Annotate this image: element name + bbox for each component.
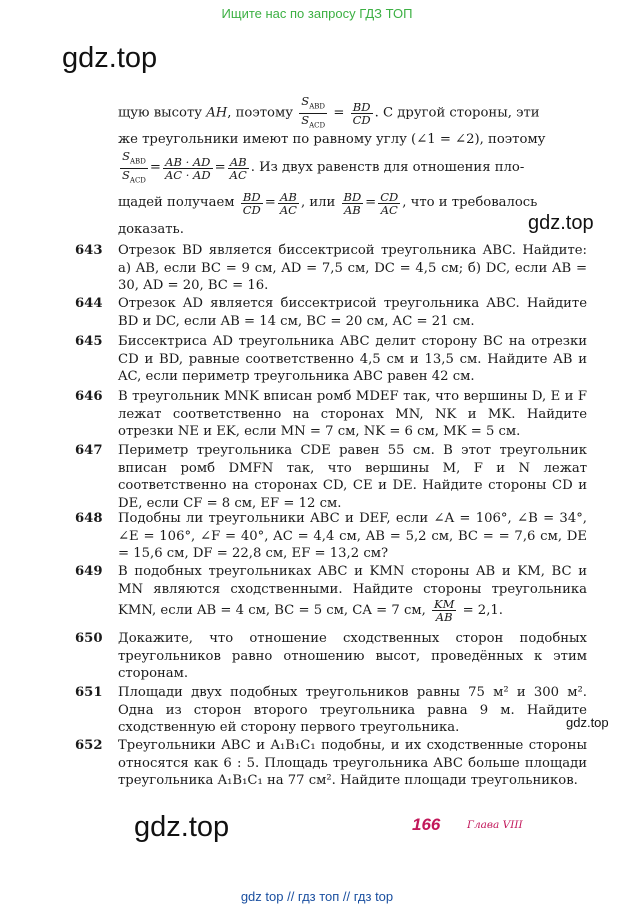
fraction-s-ratio: $\frac{S_{ABD}}{S_{ACD}}$ (301, 94, 326, 129)
problem-644: 644 Отрезок AD является биссектрисой треугольника ABC. Найдите BD и DC, если AB = 14 см, BC = 20 см, AC = 21 см. (75, 296, 587, 329)
problem-652: 652 Треугольники ABC и A₁B₁C₁ подобны, и их сходственные стороны относятся как 6 : 5. Площадь треугольника ABC больше площади треугольника A₁B₁C₁ на 77 см². Найдите площади треугольников. (75, 738, 587, 788)
watermark-logo-small: gdz.top (566, 715, 609, 730)
footer-links[interactable]: gdz top // гдз топ // гдз top (240, 889, 394, 904)
watermark-logo-right: gdz.top (528, 212, 594, 234)
problem-648: 648 Подобны ли треугольники ABC и DEF, если ∠A = 106°, ∠B = 34°, ∠E = 106°, ∠F = 40°, AC = 4,4 см, AB = 5,2 см, BC = = 7,6 см, DE = 15,6 см, DF = 22,8 см, EF = 13,2 см? (75, 511, 587, 561)
fraction-ab-ac: $\frac{AB}{AC}$ (229, 154, 247, 182)
problem-651: 651 Площади двух подобных треугольников равны 75 м² и 300 м². Одна из сторон второго треугольника равна 9 м. Найдите сходственную ей сторону первого треугольника. (75, 685, 587, 735)
problem-647: 647 Периметр треугольника CDE равен 55 см. В этот треугольник вписан ромб DMFN так, что вершины M, F и N лежат соответственно на сторонах CD, CE и DE. Найдите стороны CD и DE, если CF = 8 см, EF = 12 см. (75, 443, 587, 511)
problem-645: 645 Биссектриса AD треугольника ABC делит сторону BC на отрезки CD и BD, равные соответственно 4,5 см и 13,5 см. Найдите AB и AC, если периметр треугольника ABC равен 42 см. (75, 334, 587, 384)
problem-643: 643 Отрезок BD является биссектрисой треугольника ABC. Найдите: а) AB, если BC = 9 см, AD = 7,5 см, DC = 4,5 см; б) DC, если AB = 30, AD = 20, BC = 16. (75, 243, 587, 293)
chapter-label: Глава VIII (467, 819, 523, 831)
problem-649: 649 В подобных треугольниках ABC и KMN стороны AB и KM, BC и MN являются сходственными. Найдите стороны треугольника KMN, если AB = 4 см, BC = 5 см, CA = 7 см, $\frac{KM}{AB}$ = 2,1. (75, 564, 587, 624)
intro-paragraph: щую высоту AH, поэтому $\frac{S_{ABD}}{S_{ACD}}$ = $\frac{BD}{CD}$ . С другой стороны, эти же треугольники имеют по равному углу (∠1 = ∠2), поэтому $\frac{S_{ABD}}{S_{ACD}}$ = $\frac{AB \cdot AD}{AC \cdot AD}$ = $\frac{AB}{AC}$ . Из двух равенств для отношения пло- щадей получаем $\frac{BD}{CD}$ = $\frac{AB}{AC}$ , или $\frac{BD}{AB}$ = $\frac{CD}{AC}$ , что и требовалось доказать. (118, 94, 546, 237)
fraction-abad-acad: $\frac{AB \cdot AD}{AC \cdot AD}$ (164, 154, 211, 182)
problem-650: 650 Докажите, что отношение сходственных сторон подобных треугольников равно отношению высот, проведённых к этим сторонам. (75, 631, 587, 681)
fraction-km-ab: $\frac{KM}{AB}$ (433, 597, 455, 624)
fraction-s-ratio-2: $\frac{S_{ABD}}{S_{ACD}}$ (122, 149, 146, 184)
problem-646: 646 В треугольник MNK вписан ромб MDEF так, что вершины D, E и F лежат соответственно на сторонах MN, NK и MK. Найдите отрезки NE и EK, если MN = 7 см, NK = 6 см, MK = 5 см. (75, 389, 587, 439)
page-number: 166 (412, 815, 441, 834)
search-hint-link[interactable]: Ищите нас по запросу ГДЗ ТОП (221, 6, 413, 21)
watermark-logo-top: gdz.top (62, 42, 158, 74)
watermark-logo-bottom: gdz.top (134, 811, 230, 843)
fraction-bd-cd: $\frac{BD}{CD}$ (352, 99, 371, 127)
